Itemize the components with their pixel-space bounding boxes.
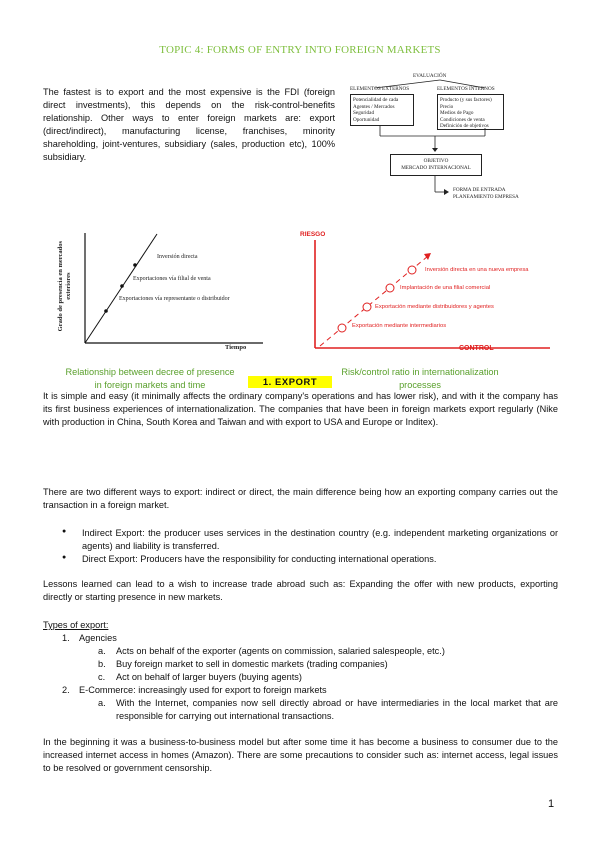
diagram-right-item: Precio: [440, 103, 454, 110]
bullet-item: ● Indirect Export: the producer uses services in the destination country (e.g. independent marketing organizations or agents) and liability is transferred.: [62, 527, 558, 553]
risk-chart-label: Exportación mediante distribuidores y agentes: [375, 304, 494, 310]
presence-chart-label: Exportaciones vía filial de venta: [133, 276, 211, 282]
risk-chart-xlabel: CONTROL: [459, 345, 494, 352]
intro-paragraph: The fastest is to export and the most expensive is the FDI (foreign direct investments), this depends on the risk-control-benefits relationship. Other ways to enter foreign markets are: export (direct/indirect), manufacturing license, franchises, minority shareholding, joint-ventures, subsidiary (sales, production etc), 100% subsidiary.: [43, 87, 335, 163]
export-paragraph-1: It is simple and easy (it minimally affects the ordinary company's operations and has lower risk), and with it the company has its first business experiences of internationalization. The companies that have been in foreign markets export regularly (Nike with production in China, South Korea and Taiwan and with export to USA and Europe or Inditex).: [43, 391, 558, 428]
diagram-right-head: ELEMENTOS INTERNOS: [437, 86, 495, 92]
diagram-left-item: Oportunidad: [353, 116, 380, 123]
list-letter: a.: [98, 646, 106, 656]
diagram-right-item: Condiciones de venta: [440, 116, 485, 123]
page-number: 1: [548, 798, 555, 810]
presence-chart-label: Inversión directa: [157, 254, 198, 260]
caption-line: in foreign markets and time: [94, 379, 206, 390]
presence-chart-axes: [55, 228, 270, 358]
diagram-left-items: [351, 95, 413, 125]
presence-time-chart: [55, 228, 270, 358]
list-letter: a.: [98, 698, 106, 708]
export-paragraph-2: There are two different ways to export: indirect or direct, the main difference being how an exporting company carries out the transaction in a foreign market.: [43, 487, 558, 511]
list-letter: c.: [98, 672, 106, 682]
types-heading: Types of export:: [43, 620, 109, 630]
list-item-ecommerce: E-Commerce: increasingly used for export to foreign markets: [79, 685, 327, 695]
diagram-right-item: Definición de objetivos: [440, 123, 489, 129]
section-title-export: 1. EXPORT: [248, 376, 332, 388]
risk-control-chart: [300, 228, 565, 358]
diagram-left-head: ELEMENTOS EXTERNOS: [350, 86, 410, 92]
list-number: 2.: [62, 685, 70, 695]
list-number: 1.: [62, 633, 70, 643]
list-subitem: Buy foreign market to sell in domestic markets (trading companies): [116, 659, 388, 669]
presence-chart-caption: [30, 366, 270, 392]
diagram-middle-line: MERCADO INTERNACIONAL: [401, 164, 471, 171]
page-title: TOPIC 4: FORMS OF ENTRY INTO FOREIGN MARKETS: [159, 44, 441, 56]
diagram-middle-line: OBJETIVO: [423, 158, 449, 164]
bullet-item: ● Direct Export: Producers have the responsibility for conducting international operations.: [62, 553, 558, 566]
diagram-left-box: [350, 94, 414, 126]
risk-chart-axes: [300, 228, 565, 358]
presence-chart-ylabel: Grado de presencia en mercados exteriores: [56, 240, 72, 332]
risk-chart-label: Exportación mediante intermediarios: [352, 323, 447, 329]
list-letter: b.: [98, 659, 106, 669]
export-paragraph-4: In the beginning it was a business-to-business model but after some time it has become a business to consumer due to the increased internet access in homes (Amazon). There are some precautions to consider such as: internet access, legal issues to be resolved or government censorship.: [43, 737, 558, 774]
diagram-bottom-line: PLANEAMIENTO EMPRESA: [453, 193, 519, 200]
presence-chart-label: Exportaciones vía representante o distribuidor: [119, 296, 230, 302]
diagram-right-item: Producto (y sus factores): [440, 97, 492, 103]
diagram-right-item: Medios de Pago: [440, 110, 474, 116]
list-item-agencies: Agencies: [79, 633, 117, 643]
diagram-bottom-line: FORMA DE ENTRADA: [453, 187, 506, 193]
diagram-top-label: EVALUACIÓN: [413, 73, 447, 79]
diagram-left-item: Agentes / Mercados: [353, 103, 395, 110]
risk-chart-label: Inversión directa en una nueva empresa: [425, 267, 529, 273]
caption-line: Relationship between decree of presence: [65, 367, 235, 377]
diagram-left-item: Seguridad: [353, 110, 375, 116]
export-bullet-list: [62, 527, 558, 566]
diagram-middle-box: [390, 154, 482, 176]
caption-line: processes: [399, 379, 441, 390]
list-subitem: With the Internet, companies now sell directly abroad or have intermediaries in the local market that are responsible for carrying out international transactions.: [116, 698, 558, 722]
presence-chart-xlabel: Tiempo: [225, 344, 247, 351]
export-paragraph-3: Lessons learned can lead to a wish to increase trade abroad such as: Expanding the offer with new products, exporting directly or starting presence in new markets.: [43, 579, 558, 603]
caption-line: Risk/control ratio in internationalization: [341, 367, 499, 377]
risk-chart-caption: [300, 366, 540, 392]
risk-chart-label: Implantación de una filial comercial: [400, 285, 491, 291]
risk-chart-ylabel: RIESGO: [300, 231, 326, 238]
evaluation-diagram: [345, 70, 560, 210]
list-subitem: Acts on behalf of the exporter (agents on commission, salaried salespeople, etc.): [116, 646, 445, 656]
diagram-right-items: [438, 95, 503, 132]
list-subitem: Act on behalf of larger buyers (buying agents): [116, 672, 302, 682]
diagram-right-box: [437, 94, 504, 130]
diagram-left-item: Potencialidad de cada: [353, 97, 399, 103]
diagram-bottom-label: [453, 187, 519, 200]
